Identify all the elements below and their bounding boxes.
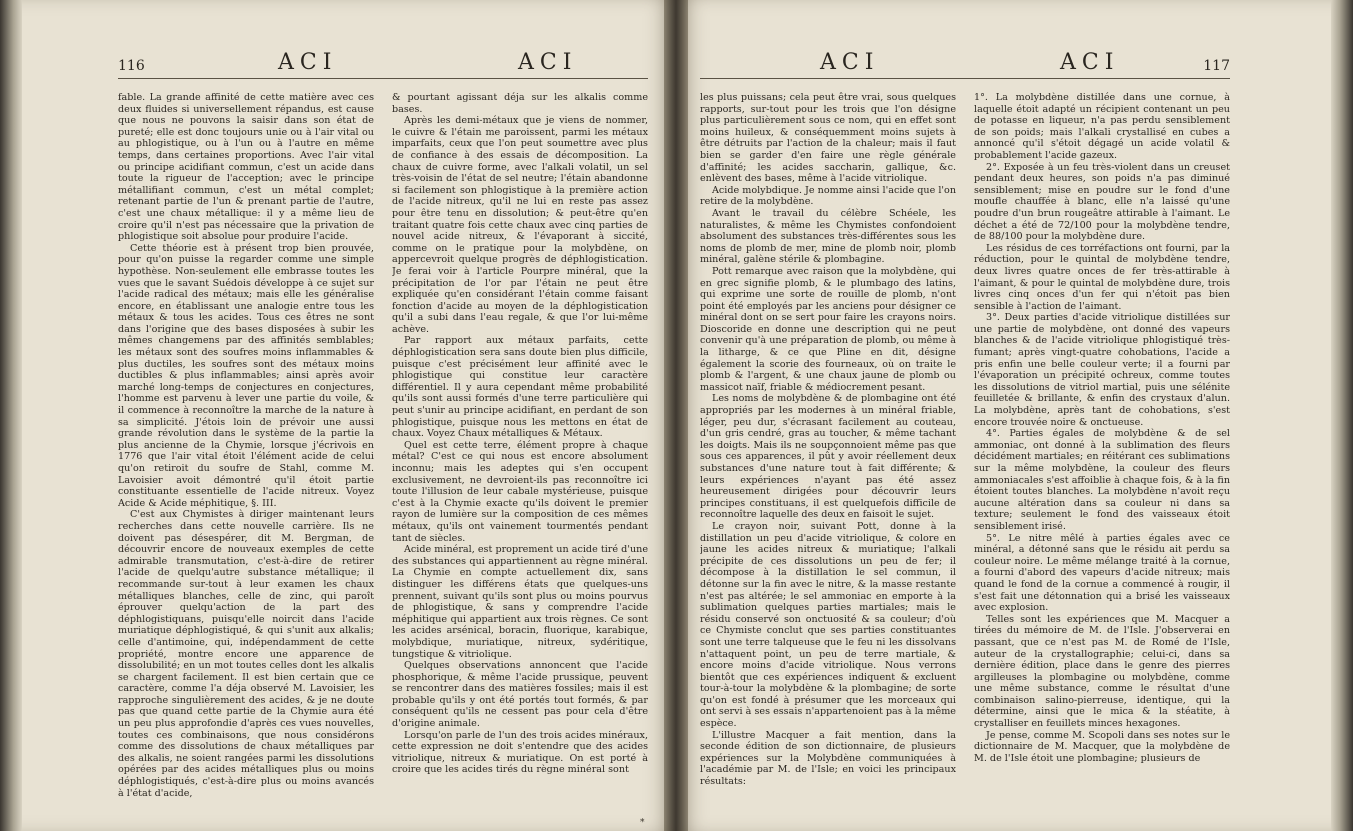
paragraph: & pourtant agissant déja sur les alkalis comme bases. (392, 92, 648, 115)
paragraph: 2°. Exposée à un feu très-violent dans un creuset pendant deux heures, son poids n'a pas diminué sensiblement; mise en poudre sur le fond d'une moufle chauffée à blanc, elle n'a laissé qu'une poudre d'un brun rougeâtre attirable à l'aimant. Le déchet a été de 72/100 pour la molybdène tendre, de 88/100 pour la molybdène dure. (974, 161, 1230, 243)
right-column-1 (700, 92, 956, 822)
right-head-word-1: ACI (820, 50, 880, 75)
right-page-number: 117 (1203, 58, 1230, 74)
left-head-word-1: ACI (278, 50, 338, 75)
right-header-rule (700, 78, 1230, 79)
paragraph: Cette théorie est à présent trop bien prouvée, pour qu'on puisse la regarder comme une simple hypothèse. Non-seulement elle embrasse toutes les vues que le savant Suédois développe à ce sujet sur l'acide radical des métaux; mais elle les généralise encore, en établissant une analogie entre tous les métaux & tous les acides. Tous ces êtres ne sont dans l'origine que des bases disposées à subir les mêmes changemens par des affinités semblables; les métaux sont des soufres moins inflammables & plus ductiles, les soufres sont des métaux moins ductibles & plus inflammables; ainsi après avoir marché long-temps de conjectures en conjectures, l'homme est parvenu à lever une partie du voile, & il commence à reconnoître la marche de la nature à sa simplicité. J'étois loin de prévoir une aussi grande révolution dans le système de la partie la plus ancienne de la Chymie, lorsque j'écrivois en 1776 que l'air vital étoit l'élément acide de celui qu'on retiroit du soufre de Stahl, comme M. Lavoisier avoit démontré qu'il étoit partie constituante essentielle de l'acide nitreux. Voyez Acide & Acide méphitique, §. III. (118, 242, 374, 509)
paragraph: Lorsqu'on parle de l'un des trois acides minéraux, cette expression ne doit s'entendre que des acides vitriolique, nitreux & muriatique. On est porté à croire que les acides tirés du règne minéral sont (392, 729, 648, 776)
book-gutter (664, 0, 688, 831)
paragraph: Les noms de molybdène & de plombagine ont été appropriés par les modernes à un minéral friable, léger, peu dur, s'écrasant facilement au couteau, d'un gris cendré, gras au toucher, & même tachant les doigts. Mais ils ne soupçonnoient même pas que sous ces apparences, il pût y avoir réellement deux substances d'une nature tout à fait différente; & leurs expériences n'ayant pas été assez heureusement dirigées pour découvrir leurs principes constituans, il est quelquefois difficile de reconnoître laquelle des deux en faisoit le sujet. (700, 393, 956, 521)
paragraph: 4°. Parties égales de molybdène & de sel ammoniac, ont donné à la sublimation des fleurs décidément martiales; en réitérant ces sublimations sur la même molybdène, la couleur des fleurs ammoniacales s'est affoiblie à chaque fois, & à la fin étoient toutes blanches. La molybdène n'avoit reçu aucune altération dans sa couleur ni dans sa texture; seulement le fond des vaisseaux étoit sensiblement irisé. (974, 428, 1230, 532)
paragraph: Acide minéral, est proprement un acide tiré d'une des substances qui appartiennent au règne minéral. La Chymie en compte actuellement dix, sans distinguer les différens états que quelques-uns prennent, suivant qu'ils sont plus ou moins pourvus de phlogistique, & sans y comprendre l'acide méphitique qui appartient aux trois règnes. Ce sont les acides arsénical, boracin, fluorique, karabique, molybdique, muriatique, nitreux, sydéritique, tungstique & vitriolique. (392, 544, 648, 660)
left-column-2 (392, 92, 648, 822)
left-running-head (118, 50, 648, 80)
paragraph: 3°. Deux parties d'acide vitriolique distillées sur une partie de molybdène, ont donné des vapeurs blanches & de l'acide vitriolique phlogistiqué très-fumant; après vingt-quatre cohobations, l'acide a pris enfin une belle couleur verte; il a fourni par l'évaporation un précipité ochreux, comme toutes les dissolutions de vitriol martial, puis une sélénite feuilletée & brillante, & enfin des crystaux d'alun. La molybdène, après tant de cohobations, s'est encore trouvée noire & onctueuse. (974, 312, 1230, 428)
paragraph: Pott remarque avec raison que la molybdène, qui en grec signifie plomb, & le plumbago des latins, qui exprime une sorte de rouille de plomb, n'ont point été employés par les anciens pour désigner ce minéral dont on se sert pour faire les crayons noirs. Dioscoride en donne une description qui ne peut convenir qu'à une préparation de plomb, ou même à la litharge, & ce que Pline en dit, désigne également la scorie des fourneaux, où on traite le plomb & l'argent, & une chaux jaune de plomb ou massicot naïf, friable & médiocrement pesant. (700, 265, 956, 393)
paragraph: Le crayon noir, suivant Pott, donne à la distillation un peu d'acide vitriolique, & colore en jaune les acides nitreux & muriatique; l'alkali précipite de ces dissolutions un peu de fer; il décompose à la distillation le sel commun, il détonne sur la fin avec le nitre, & la masse restante n'est pas altérée; le sel ammoniac en emporte à la sublimation quelques parties martiales; mais le résidu conservé son onctuosité & sa couleur; d'où ce Chymiste conclut que ses parties constituantes sont une terre talqueuse que le feu ni les dissolvans n'attaquent point, un peu de terre martiale, & encore moins d'acide vitriolique. Nous verrons bientôt que ces expériences indiquent & excluent tour-à-tour la molybdène & la plombagine; de sorte qu'on est fondé à présumer que les morceaux qui ont servi à ses essais n'appartenoient pas à la même espèce. (700, 520, 956, 730)
left-header-rule (118, 78, 648, 79)
paragraph: 1°. La molybdène distillée dans une cornue, à laquelle étoit adapté un récipient contenant un peu de potasse en liqueur, n'a pas perdu sensiblement de son poids; mais l'alkali crystallisé en cubes a annoncé qu'il s'étoit dégagé un acide volatil & probablement l'acide gazeux. (974, 92, 1230, 161)
paragraph: les plus puissans; cela peut être vrai, sous quelques rapports, sur-tout pour les trois que l'on désigne plus particulièrement sous ce nom, qui en effet sont moins huileux, & conséquemment moins sujets à être détruits par l'action de la chaleur; mais il faut bien se garder d'en faire une règle générale d'affinité; les acides saccharin, gallique, &c. enlèvent des bases, même à l'acide vitriolique. (700, 92, 956, 185)
paragraph: Je pense, comme M. Scopoli dans ses notes sur le dictionnaire de M. Macquer, que la molybdène de M. de l'Isle étoit une plombagine; plusieurs de (974, 729, 1230, 764)
right-leaf (676, 0, 1353, 831)
paragraph: C'est aux Chymistes à diriger maintenant leurs recherches dans cette nouvelle carrière. Ils ne doivent pas désespérer, dit M. Bergman, de découvrir encore de nouveaux exemples de cette admirable transmutation, c'est-à-dire de retirer l'acide de quelqu'autre substance métallique; il recommande sur-tout à leur examen les chaux métalliques blanches, celle de zinc, qui paroît éprouver quelqu'action de la part des déphlogistiquans, puisqu'elle noircit dans l'acide muriatique déphlogistiqué, & qui s'unit aux alkalis; celle d'antimoine, qui, indépendamment de cette propriété, montre encore une apparence de dissolubilité; en un mot toutes celles dont les alkalis se chargent facilement. Il est bien certain que ce caractère, comme l'a déja observé M. Lavoisier, les rapproche singulièrement des acides, & je ne doute pas que quand cette partie de la Chymie aura été un peu plus approfondie d'après ces vues nouvelles, toutes ces combinaisons, que nous considérons comme des dissolutions de chaux métalliques par des alkalis, ne soient rangées parmi les dissolutions opérées par des acides métalliques plus ou moins déphlogistiqués, c'est-à-dire plus ou moins avancés à l'état d'acide, (118, 509, 374, 799)
paragraph: fable. La grande affinité de cette matière avec ces deux fluides si universellement répandus, est cause que nous ne pouvons la saisir dans son état de pureté; elle est donc toujours unie ou à l'air vital ou au phlogistique, ou à l'un ou à l'autre en même temps, dans certaines proportions. Avec l'air vital ou principe acidifiant commun, c'est un acide dans toute la rigueur de l'acception; avec le principe métallifiant commun, c'est un métal complet; retenant partie de l'un & prenant partie de l'autre, c'est une chaux métallique: il y a même lieu de croire qu'il n'est pas nécessaire que la privation de phlogistique soit absolue pour produire l'acide. (118, 92, 374, 243)
paragraph: Par rapport aux métaux parfaits, cette déphlogistication sera sans doute bien plus difficile, puisque c'est précisément leur affinité avec le phlogistique qui constitue leur caractère différentiel. Il y aura cependant même probabilité qu'ils sont aussi formés d'une terre particulière qui peut s'unir au principe acidifiant, en perdant de son phlogistique, puisque nous les mettons en état de chaux. Voyez Chaux métalliques & Métaux. (392, 335, 648, 440)
right-running-head (700, 50, 1230, 80)
left-leaf (0, 0, 676, 831)
left-column-1 (118, 92, 374, 822)
paragraph: Acide molybdique. Je nomme ainsi l'acide que l'on retire de la molybdène. (700, 184, 956, 208)
left-page-edge (0, 0, 22, 831)
right-page-edge (1331, 0, 1353, 831)
paragraph: Avant le travail du célèbre Schéele, les naturalistes, & même les Chymistes confondoient absolument des substances très-différentes sous les noms de plomb de mer, mine de plomb noir, plomb minéral, galène stérile & plombagine. (700, 207, 956, 266)
left-head-word-2: ACI (518, 50, 578, 75)
paragraph: L'illustre Macquer a fait mention, dans la seconde édition de son dictionnaire, de plusieurs expériences sur la Molybdène communiquées à l'académie par M. de l'Isle; en voici les principaux résultats: (700, 729, 956, 788)
right-column-2 (974, 92, 1230, 822)
paragraph: Après les demi-métaux que je viens de nommer, le cuivre & l'étain me paroissent, parmi les métaux imparfaits, ceux que l'on peut soumettre avec plus de confiance à des essais de décomposition. La chaux de cuivre forme, avec l'alkali volatil, un sel très-voisin de l'état de sel neutre; l'étain abandonne si facilement son phlogistique à la première action de l'acide nitreux, qu'il ne lui en reste pas assez pour être tenu en dissolution; & peut-être qu'en traitant quatre fois cette chaux avec cinq parties de nouvel acide nitreux, & l'évaporant à siccité, comme on le pratique pour la molybdène, on appercevroit quelque progrès de déphlogistication. Je ferai voir à l'article Pourpre minéral, que la précipitation de l'or par l'étain ne peut être expliquée qu'en considérant l'étain comme faisant fonction d'acide au moyen de la déphlogistication qu'il a subi dans l'eau regale, & que l'or lui-même achève. (392, 115, 648, 335)
paragraph: Quelques observations annoncent que l'acide phosphorique, & même l'acide prussique, peuvent se rencontrer dans des matières fossiles; mais il est probable qu'ils y ont été portés tout formés, & par conséquent qu'ils ne cessent pas pour cela d'être d'origine animale. (392, 660, 648, 730)
paragraph: Les résidus de ces torréfactions ont fourni, par la réduction, pour le quintal de molybdène tendre, deux livres quatre onces de fer très-attirable à l'aimant, & pour le quintal de molybdène dure, trois livres cinq onces d'un fer qui n'étoit pas bien sensible à l'action de l'aimant. (974, 242, 1230, 312)
paragraph: 5°. Le nitre mêlé à parties égales avec ce minéral, a détonné sans que le résidu ait perdu sa couleur noire. Le même mélange traité à la cornue, a fourni d'abord des vapeurs d'acide nitreux; mais quand le fond de la cornue a commencé à rougir, il s'est fait une détonnation qui a brisé les vaisseaux avec explosion. (974, 532, 1230, 614)
left-page-number: 116 (118, 58, 145, 74)
right-head-word-2: ACI (1060, 50, 1120, 75)
paragraph: Quel est cette terre, élément propre à chaque métal? C'est ce qui nous est encore absolument inconnu; mais les adeptes qui s'en occupent exclusivement, ne devroient-ils pas reconnoître ici toute l'illusion de leur cabale mystérieuse, puisque c'est à la Chymie exacte qu'ils doivent le premier rayon de lumière sur la composition de ces mêmes métaux, qu'ils ont vainement tourmentés pendant tant de siècles. (392, 439, 648, 544)
paragraph: Telles sont les expériences que M. Macquer a tirées du mémoire de M. de l'Isle. J'observerai en passant, que ce n'est pas M. de Romé de l'Isle, auteur de la crystallographie; celui-ci, dans sa dernière édition, place dans le genre des pierres argilleuses la plombagine ou molybdène, comme une même substance, comme le résultat d'une combinaison salino-pierreuse, identique, qui la détermine, ainsi que le mica & la stéatite, à crystalliser en feuillets minces hexagones. (974, 613, 1230, 730)
signature-mark: * (640, 818, 645, 828)
